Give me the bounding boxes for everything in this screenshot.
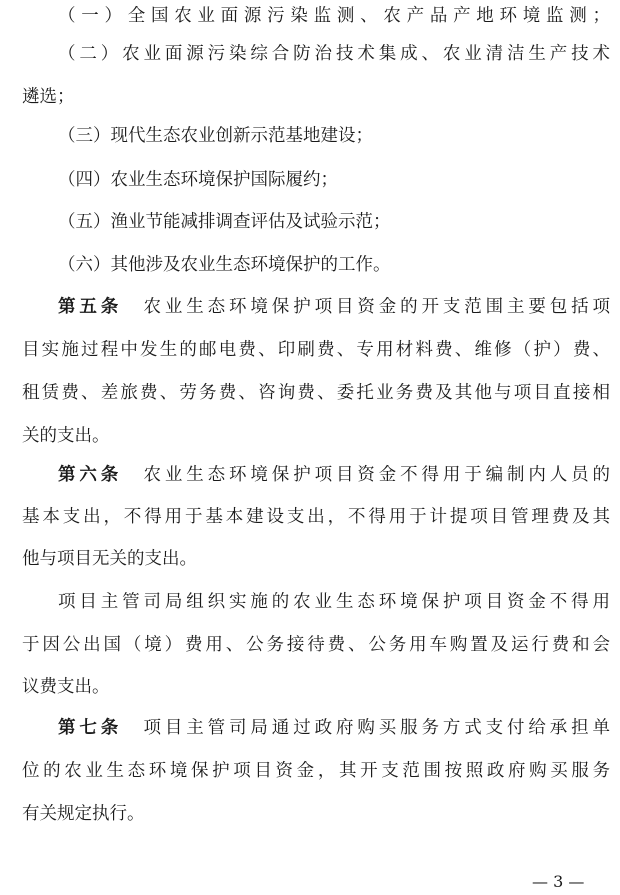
item-5: （五）渔业节能减排调查评估及试验示范； (58, 212, 391, 232)
article-7-line-3: 有关规定执行。 (22, 804, 145, 824)
page-number: — 3 — (532, 872, 585, 891)
article-6-text-1: 农业生态环境保护项目资金不得用于编制内人员的 (143, 465, 611, 485)
item-2-line-1: （二）农业面源污染综合防治技术集成、农业清洁生产技术 (58, 44, 610, 64)
article-5-text-1: 农业生态环境保护项目资金的开支范围主要包括项 (143, 297, 611, 317)
item-4: （四）农业生态环境保护国际履约； (58, 170, 338, 190)
item-1: （一）全国农业面源污染监测、农产品产地环境监测； (58, 6, 610, 26)
article-6-line-1 (22, 463, 610, 487)
article-7-line-2: 位的农业生态环境保护项目资金，其开支范围按照政府购买服务 (22, 761, 610, 781)
item-6: （六）其他涉及农业生态环境保护的工作。 (58, 255, 391, 275)
article-7-line-1 (22, 716, 610, 740)
item-3: （三）现代生态农业创新示范基地建设； (58, 126, 373, 146)
article-6-para-2-line-3: 议费支出。 (22, 677, 110, 697)
article-5-line-2: 目实施过程中发生的邮电费、印刷费、专用材料费、维修（护）费、 (22, 340, 610, 360)
article-6-line-2: 基本支出，不得用于基本建设支出，不得用于计提项目管理费及其 (22, 507, 610, 527)
article-6-heading: 第六条 (58, 465, 123, 485)
article-5-heading: 第五条 (58, 297, 123, 317)
article-6-line-3: 他与项目无关的支出。 (22, 549, 197, 569)
article-5-line-1 (22, 295, 610, 319)
item-2-line-2: 遴选； (22, 87, 75, 107)
article-6-para-2-line-2: 于因公出国（境）费用、公务接待费、公务用车购置及运行费和会 (22, 635, 610, 655)
article-5-line-3: 租赁费、差旅费、劳务费、咨询费、委托业务费及其他与项目直接相 (22, 383, 610, 403)
article-6-para-2-line-1: 项目主管司局组织实施的农业生态环境保护项目资金不得用 (58, 592, 610, 612)
article-7-text-1: 项目主管司局通过政府购买服务方式支付给承担单 (143, 718, 611, 738)
article-7-heading: 第七条 (58, 718, 123, 738)
article-5-line-4: 关的支出。 (22, 426, 110, 446)
